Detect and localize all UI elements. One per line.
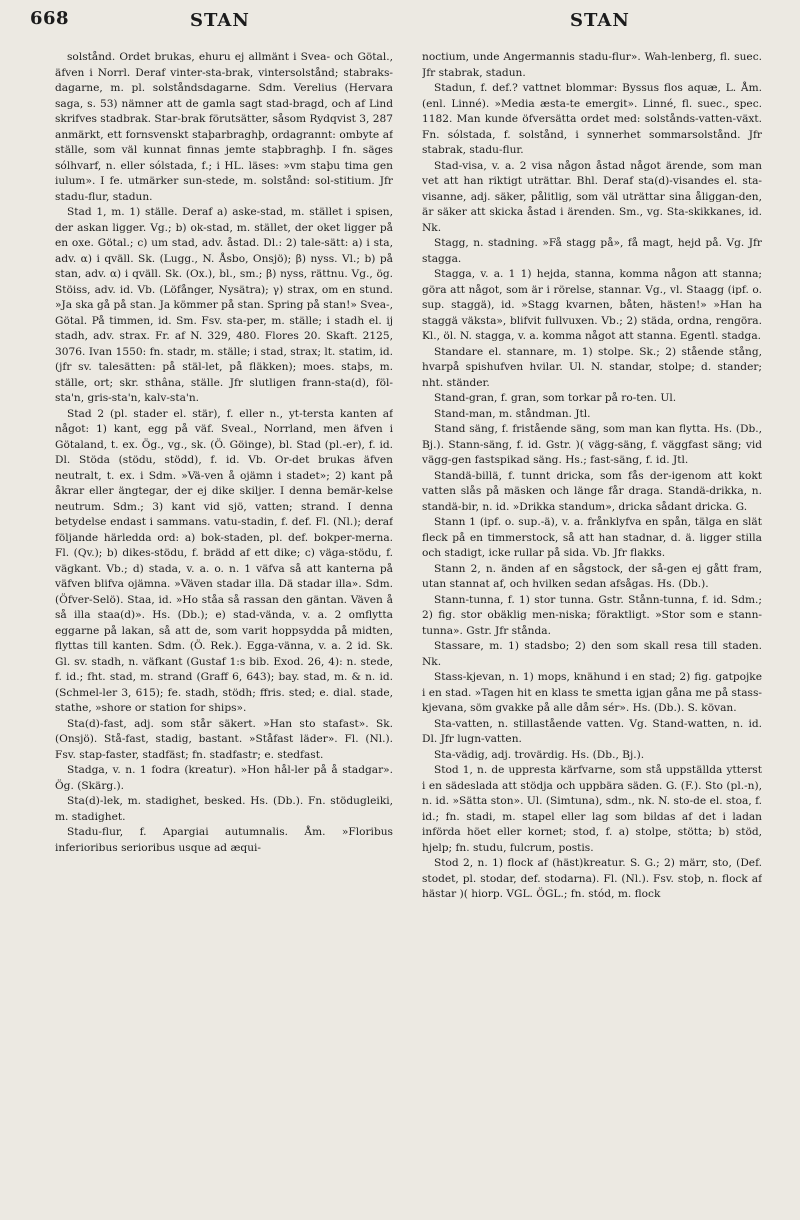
dictionary-entry: Sta-vädig, adj. trovärdig. Hs. (Db., Bj.).	[434, 748, 645, 761]
dictionary-entry: Stagg, n. stadning. »Få stagg på», få magt, hejd på. Vg. Jfr stagga.	[422, 237, 762, 265]
dictionary-entry: Sta(d)-lek, m. stadighet, besked. Hs. (Db.). Fn. stödugleiki, m. stadighet.	[55, 795, 393, 823]
dictionary-entry: Stad-visa, v. a. 2 visa någon åstad något ärende, som man vet att han riktigt uträttar. Bhl. Deraf sta(d)-visandes el. sta-visanne, adj. säker, pålitlig, som väl uträttar sina åliggan-den, är säker att skicka åstad i ärenden. Sm., vg. Sta-skikkanes, id. Nk.	[422, 159, 762, 234]
dictionary-entry: Stod 1, n. de uppresta kärfvarne, som stå uppställda ytterst i en sädeslada att stödja och uppbära säden. G. (F.). Sto (pl.-n), n. id. »Sätta ston». Ul. (Simtuna), sdm., nk. N. sto-de el. stoa, f. id.; fn. stadi, m. stapel eller lag som bildas af det i ladan införda höet eller kornet; stod, f. a) stolpe, stötta; b) stöd, hjelp; fn. studu, fulcrum, postis.	[422, 764, 762, 854]
dictionary-entry: solstånd. Ordet brukas, ehuru ej allmänt i Svea- och Götal., äfven i Norrl. Deraf vinter-sta-brak, vintersolstånd; stabraks-dagarne, m. pl. solståndsdagarne. Sdm. Verelius (Hervara saga, s. 53) nämner att de gamla sagt stad-bragd, och af Lind skrifves stadbrak. Star-brak förutsätter, såsom Rydqvist 3, 287 anmärkt, ett fornsvenskt staþarbraghþ, ordagrannt: ombyte af ställe, som väl kunnat finnas jemte staþbraghþ. I fn. säges sólhvarf, n. eller sólstada, f.; i HL. läses: »vm staþu tima gen iulum». I fe. utmärker sun-stede, m. solstånd: sol-stitium. Jfr stadu-flur, stadun.	[55, 51, 393, 203]
dictionary-entry: Standä-billä, f. tunnt dricka, som fås der-igenom att kokt vatten slås på mäsken och länge får draga. Standä-drikka, n. standä-bir, n. id. »Drikka standum», dricka sådant dricka. G.	[422, 469, 762, 513]
dictionary-entry: Stand-man, m. ståndman. Jtl.	[434, 407, 591, 420]
dictionary-entry: Stann 2, n. änden af en sågstock, der så-gen ej gått fram, utan stannat af, och hvilken sedan afsågas. Hs. (Db.).	[422, 562, 762, 590]
dictionary-entry: Stadga, v. n. 1 fodra (kreatur). »Hon hål-ler på å stadgar». Ög. (Skärg.).	[55, 764, 393, 792]
dictionary-entry: Stadu-flur, f. Apargiai autumnalis. Åm. »Floribus inferioribus serioribus usque ad æqui-	[55, 826, 393, 854]
left-column	[55, 50, 393, 1215]
dictionary-entry: Stod 2, n. 1) flock af (häst)kreatur. S. G.; 2) märr, sto, (Def. stodet, pl. stodar, def. stodarna). Fl. (Nl.). Fsv. stoþ, n. flock af hästar )( hiorp. VGL. ÖGL.; fn. stód, m. flock	[422, 857, 762, 900]
dictionary-entry: Stagga, v. a. 1 1) hejda, stanna, komma någon att stanna; göra att något, som är i rörelse, stannar. Vg., vl. Staagg (ipf. o. sup. staggä), id. »Stagg kvarnen, båten, hästen!» »Han ha staggä väksta», blifvit fullvuxen. Vb.; 2) städa, ordna, rengöra. Kl., öl. N. stagga, v. a. komma något att stanna. Egentl. stadga.	[422, 268, 762, 342]
dictionary-entry: Stand-gran, f. gran, som torkar på ro-ten. Ul.	[434, 392, 677, 404]
page-header	[0, 0, 800, 48]
running-head-left: STAN	[190, 10, 250, 31]
dictionary-entry: Stad 1, m. 1) ställe. Deraf a) aske-stad, m. stället i spisen, der askan ligger. Vg.; b) ok-stad, m. stället, der oket ligger på en oxe. Götal.; c) um stad, adv. åstad. Dl.: 2) tale-sätt: a) i sta, adv. α) i qväll. Sk. (Lugg., N. Åsbo, Onsjö); β) nyss. Vl.; b) på stan, adv. α) i qväll. Sk. (Ox.), bl., sm.; β) nyss, rättnu. Vg., ög. Stöiss, adv. id. Vb. (Löfånger, Nysätra); γ) strax, om en stund. »Ja ska gå på stan. Ja kömmer på stan. Spring på stan!» Svea-, Götal. På timmen, id. Sm. Fsv. sta-per, m. ställe; i stadh el. ij stadh, adv. strax. Fr. af N. 329, 480. Flores 20. Skaft. 2125, 3076. Ivan 1550: fn. stadr, m. ställe; i stad, strax; lt. statim, id. (jfr sv. talesätten: på stäl-let, på fläkken); moes. staþs, m. ställe, ort; skr. sthâna, ställe. Jfr slutligen frann-sta(d), föl-sta'n, gris-sta'n, kalv-sta'n.	[55, 206, 393, 404]
dictionary-entry: Stann-tunna, f. 1) stor tunna. Gstr. Stånn-tunna, f. id. Sdm.; 2) fig. stor obäklig men-niska; föraktligt. »Stor som e stann-tunna». Gstr. Jfr stånda.	[422, 593, 762, 637]
dictionary-entry: noctium, unde Angermannis stadu-flur». Wah-lenberg, fl. suec. Jfr stabrak, stadun.	[422, 51, 762, 79]
dictionary-entry: Stad 2 (pl. stader el. stär), f. eller n., yt-tersta kanten af något: 1) kant, egg på väf. Sveal., Norrland, men äfven i Götaland, t. ex. Ög., vg., sk. (Ö. Göinge), bl. Stad (pl.-er), f. id. Dl. Stöda (stödu, stödd), f. id. Vb. Or-det brukas äfven neutralt, t. ex. i Sdm. »Vä-ven å ojämn i stadet»; 2) kant på åkrar eller ängtegar, der ej dike skiljer. I denna bemär-kelse neutrum. Sdm.; 3) kant vid sjö, vatten; strand. I denna betydelse endast i sammans. vatu-stadin, f. def. Fl. (Nl.); deraf följande härledda ord: a) bok-staden, pl. def. bokper-merna. Fl. (Qv.); b) dikes-stödu, f. brädd af ett dike; c) väga-stödu, f. vägkant. Vb.; d) stada, v. a. o. n. 1 väfva så att kanterna på väfven blifva ojämna. »Väven stadar illa. Dä stadar illa». Sdm. (Öfver-Selö). Staa, id. »Ho ståa så rassan den gäntan. Väven å så illa staa(d)». Hs. (Db.); e) stad-vända, v. a. 2 omflytta eggarne på lakan, så att de, som varit hoppsydda på midten, flyttas till kanten. Sdm. (Ö. Rek.). Egga-vänna, v. a. 2 id. Sk. Gl. sv. stadh, n. väfkant (Gustaf 1:s bib. Exod. 26, 4): n. stede, f. id.; fht. stad, m. strand (Graff 6, 643); bay. stad, m. & n. id. (Schmel-ler 3, 615); fe. stadh, stödh; ffris. sted; e. dial. stade, stathe, »shore or station for ships».	[55, 407, 393, 714]
dictionary-entry: Stass-kjevan, n. 1) mops, knähund i en stad; 2) fig. gatpojke i en stad. »Tagen hit en klass te smetta igjan gåna me på stass-kjevana, söm gvakke på alle dåm sér». Hs. (Db.). S. kövan.	[422, 671, 762, 714]
dictionary-entry: Sta-vatten, n. stillastående vatten. Vg. Stand-watten, n. id. Dl. Jfr lugn-vatten.	[422, 717, 762, 745]
page-number: 668	[30, 8, 70, 29]
running-head-right: STAN	[570, 10, 630, 31]
dictionary-entry: Stadun, f. def.? vattnet blommar: Byssus flos aquæ, L. Åm. (enl. Linné). »Media æsta-te emergit». Linné, fl. suec., spec. 1182. Man kunde öfversätta ordet med: solstånds-vatten-växt. Fn. sólstada, f. solstånd, i synnerhet sommarsolstånd. Jfr stabrak, stadu-flur.	[422, 82, 762, 156]
dictionary-entry: Stann 1 (ipf. o. sup.-ä), v. a. frånklyfva en spån, tälga en slät fleck på en timmerstock, så att han stadnar, d. ä. ligger stilla och stadigt, icke rullar på sida. Vb. Jfr flakks.	[422, 516, 762, 559]
right-column	[422, 50, 762, 1215]
dictionary-entry: Standare el. stannare, m. 1) stolpe. Sk.; 2) stående stång, hvarpå spishufven hvilar. Ul. N. standar, stolpe; d. stander; nht. ständer.	[422, 345, 762, 389]
dictionary-entry: Sta(d)-fast, adj. som står säkert. »Han sto stafast». Sk. (Onsjö). Stå-fast, stadig, bastant. »Ståfast läder». Fl. (Nl.). Fsv. stap-faster, stadfäst; fn. stadfastr; e. stedfast.	[55, 717, 393, 761]
dictionary-entry: Stassare, m. 1) stadsbo; 2) den som skall resa till staden. Nk.	[422, 640, 762, 668]
dictionary-entry: Stand säng, f. fristående säng, som man kan flytta. Hs. (Db., Bj.). Stann-säng, f. id. Gstr. )( vägg-säng, f. väggfast säng; vid vägg-gen fastspikad säng. Hs.; fast-säng, f. id. Jtl.	[422, 423, 762, 466]
